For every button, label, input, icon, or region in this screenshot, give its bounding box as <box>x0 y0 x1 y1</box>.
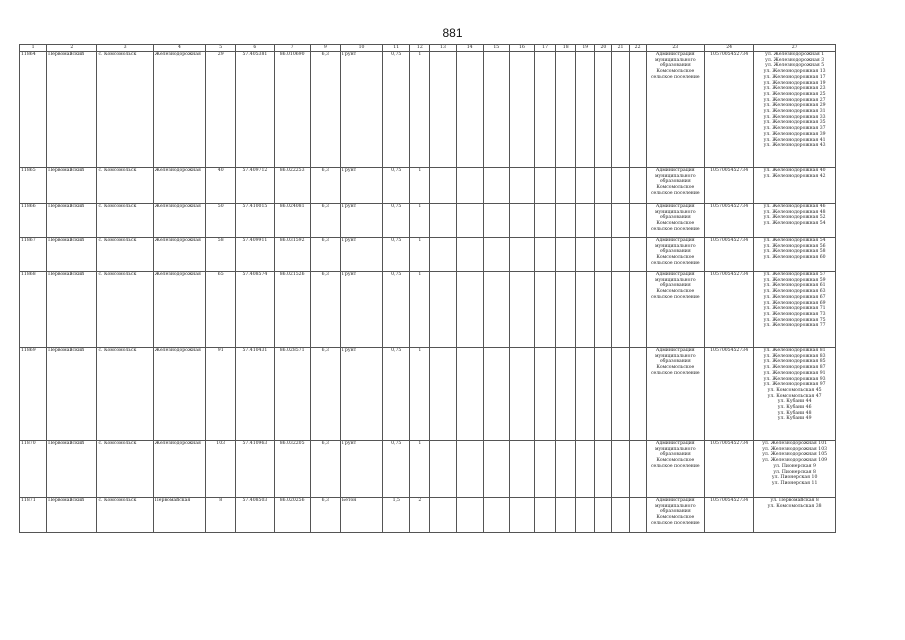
empty-cell <box>509 204 534 238</box>
table-row <box>20 348 836 441</box>
empty-cell <box>612 498 629 533</box>
empty-cell <box>535 204 556 238</box>
street-cell: Железнодорожная <box>153 238 205 272</box>
width-cell: 6,3 <box>310 272 340 348</box>
longitude-cell: 86.022253 <box>274 168 310 204</box>
table-body <box>20 52 836 533</box>
surface-cell: Грунт <box>340 272 382 348</box>
width-cell: 6,3 <box>310 52 340 168</box>
settlement-cell: с. Комсомольск <box>97 348 153 441</box>
empty-cell <box>509 52 534 168</box>
container-count-cell: 1 <box>410 168 430 204</box>
header-cell: 6 <box>236 45 274 52</box>
settlement-cell: с. Комсомольск <box>97 498 153 533</box>
row-id: 11870 <box>20 441 47 498</box>
width-cell: 6,3 <box>310 238 340 272</box>
addresses-cell: ул. Железнодорожная 1 ул. Железнодорожная 3 ул. Железнодорожная 5 ул. Железнодорожная 13 ул. Железнодорожная 17 ул. Железнодорожная 19 ул. Железнодорожная 23 ул. Железнодорожная 25 ул. Железнодорожная 27 ул. Железнодорожная 29 ул. Железнодорожная 31 ул. Железнодорожная 33 ул. Железнодорожная 35 ул. Железнодорожная 37 ул. Железнодорожная 39 ул. Железнодорожная 41 ул. Железнодорожная 43 <box>754 52 836 168</box>
empty-cell <box>430 272 456 348</box>
ogrn-cell: 1057005452734 <box>704 168 753 204</box>
empty-cell <box>430 498 456 533</box>
street-cell: Железнодорожная <box>153 441 205 498</box>
empty-cell <box>430 238 456 272</box>
width-cell: 6,3 <box>310 498 340 533</box>
empty-cell <box>535 52 556 168</box>
latitude-cell: 57.408503 <box>236 498 274 533</box>
empty-cell <box>556 52 576 168</box>
container-count-cell: 1 <box>410 272 430 348</box>
street-cell: Железнодорожная <box>153 52 205 168</box>
house-number-cell: 40 <box>206 168 236 204</box>
ogrn-cell: 1057005452734 <box>704 238 753 272</box>
longitude-cell: 86.010690 <box>274 52 310 168</box>
ogrn-cell: 1057005452734 <box>704 204 753 238</box>
empty-cell <box>456 272 483 348</box>
empty-cell <box>576 272 595 348</box>
empty-cell <box>430 204 456 238</box>
ogrn-cell: 1057005452734 <box>704 348 753 441</box>
empty-cell <box>556 168 576 204</box>
empty-cell <box>556 348 576 441</box>
empty-cell <box>483 52 509 168</box>
empty-cell <box>456 498 483 533</box>
empty-cell <box>576 204 595 238</box>
empty-cell <box>612 204 629 238</box>
header-cell: 16 <box>509 45 534 52</box>
longitude-cell: 86.031592 <box>274 238 310 272</box>
addresses-cell: ул. Железнодорожная 81 ул. Железнодорожная 83 ул. Железнодорожная 85 ул. Железнодорожная 87 ул. Железнодорожная 91 ул. Железнодорожная 93 ул. Железнодорожная 97 ул. Комсомольская 45 ул. Комсомольская 47 ул. Кубани 44 ул. Кубани 46 ул. Кубани 48 ул. Кубани 49 <box>754 348 836 441</box>
owner-cell: Администрация муниципального образования Комсомольское сельское поселение <box>646 498 704 533</box>
owner-cell: Администрация муниципального образования Комсомольское сельское поселение <box>646 204 704 238</box>
empty-cell <box>629 52 646 168</box>
longitude-cell: 86.024081 <box>274 204 310 238</box>
empty-cell <box>576 498 595 533</box>
empty-cell <box>509 348 534 441</box>
header-cell: 17 <box>535 45 556 52</box>
empty-cell <box>576 238 595 272</box>
empty-cell <box>456 348 483 441</box>
row-id: 11866 <box>20 204 47 238</box>
area-cell: 0,75 <box>383 441 410 498</box>
street-cell: Железнодорожная <box>153 348 205 441</box>
longitude-cell: 86.032205 <box>274 441 310 498</box>
owner-cell: Администрация муниципального образования Комсомольское сельское поселение <box>646 441 704 498</box>
empty-cell <box>576 168 595 204</box>
empty-cell <box>430 348 456 441</box>
street-cell: Железнодорожная <box>153 168 205 204</box>
empty-cell <box>629 348 646 441</box>
empty-cell <box>556 272 576 348</box>
latitude-cell: 57.410015 <box>236 204 274 238</box>
row-id: 11864 <box>20 52 47 168</box>
empty-cell <box>629 272 646 348</box>
surface-cell: Грунт <box>340 238 382 272</box>
street-cell: Первомайская <box>153 498 205 533</box>
settlement-cell: с. Комсомольск <box>97 52 153 168</box>
latitude-cell: 57.410963 <box>236 441 274 498</box>
empty-cell <box>629 204 646 238</box>
street-cell: Железнодорожная <box>153 272 205 348</box>
header-cell: 4 <box>153 45 205 52</box>
empty-cell <box>629 441 646 498</box>
latitude-cell: 57.408574 <box>236 272 274 348</box>
surface-cell: Грунт <box>340 168 382 204</box>
ogrn-cell: 1057005452734 <box>704 498 753 533</box>
district-cell: Первомайский <box>47 272 97 348</box>
owner-cell: Администрация муниципального образования Комсомольское сельское поселение <box>646 52 704 168</box>
house-number-cell: 103 <box>206 441 236 498</box>
container-count-cell: 1 <box>410 348 430 441</box>
empty-cell <box>629 238 646 272</box>
table-row <box>20 498 836 533</box>
area-cell: 0,75 <box>383 272 410 348</box>
registry-table <box>19 44 836 533</box>
row-id: 11869 <box>20 348 47 441</box>
addresses-cell: ул. Железнодорожная 46 ул. Железнодорожная 48 ул. Железнодорожная 52 ул. Железнодорожная 54 <box>754 204 836 238</box>
empty-cell <box>483 204 509 238</box>
surface-cell: Грунт <box>340 52 382 168</box>
header-cell: 12 <box>410 45 430 52</box>
header-cell: 18 <box>556 45 576 52</box>
owner-cell: Администрация муниципального образования Комсомольское сельское поселение <box>646 238 704 272</box>
empty-cell <box>556 204 576 238</box>
empty-cell <box>576 441 595 498</box>
empty-cell <box>595 272 612 348</box>
header-cell: 7 <box>274 45 310 52</box>
area-cell: 0,75 <box>383 52 410 168</box>
empty-cell <box>595 348 612 441</box>
empty-cell <box>535 238 556 272</box>
house-number-cell: 65 <box>206 272 236 348</box>
empty-cell <box>483 168 509 204</box>
house-number-cell: 91 <box>206 348 236 441</box>
latitude-cell: 57.409911 <box>236 238 274 272</box>
empty-cell <box>483 498 509 533</box>
container-count-cell: 1 <box>410 52 430 168</box>
header-cell: 23 <box>646 45 704 52</box>
settlement-cell: с. Комсомольск <box>97 441 153 498</box>
empty-cell <box>430 52 456 168</box>
empty-cell <box>535 168 556 204</box>
header-cell: 5 <box>206 45 236 52</box>
empty-cell <box>595 204 612 238</box>
settlement-cell: с. Комсомольск <box>97 168 153 204</box>
empty-cell <box>576 348 595 441</box>
addresses-cell: ул. Железнодорожная 101 ул. Железнодорожная 103 ул. Железнодорожная 105 ул. Железнодорожная 109 ул. Пионерская 9 ул. Пионерская 8 ул. Пионерская 10 ул. Пионерская 11 <box>754 441 836 498</box>
longitude-cell: 86.020256 <box>274 498 310 533</box>
settlement-cell: с. Комсомольск <box>97 238 153 272</box>
table-row <box>20 272 836 348</box>
district-cell: Первомайский <box>47 498 97 533</box>
empty-cell <box>612 348 629 441</box>
width-cell: 6,3 <box>310 348 340 441</box>
header-cell: 2 <box>47 45 97 52</box>
district-cell: Первомайский <box>47 348 97 441</box>
header-cell: 1 <box>20 45 47 52</box>
street-cell: Железнодорожная <box>153 204 205 238</box>
empty-cell <box>430 168 456 204</box>
empty-cell <box>509 498 534 533</box>
latitude-cell: 57.405381 <box>236 52 274 168</box>
surface-cell: Бетон <box>340 498 382 533</box>
empty-cell <box>556 238 576 272</box>
addresses-cell: ул. Железнодорожная 40 ул. Железнодорожная 42 <box>754 168 836 204</box>
header-cell: 15 <box>483 45 509 52</box>
container-count-cell: 1 <box>410 204 430 238</box>
ogrn-cell: 1057005452734 <box>704 441 753 498</box>
empty-cell <box>456 52 483 168</box>
district-cell: Первомайский <box>47 238 97 272</box>
container-count-cell: 2 <box>410 498 430 533</box>
row-id: 11867 <box>20 238 47 272</box>
empty-cell <box>595 52 612 168</box>
empty-cell <box>535 498 556 533</box>
addresses-cell: ул. Железнодорожная 54 ул. Железнодорожная 56 ул. Железнодорожная 58 ул. Железнодорожная 60 <box>754 238 836 272</box>
table-row <box>20 204 836 238</box>
owner-cell: Администрация муниципального образования Комсомольское сельское поселение <box>646 272 704 348</box>
surface-cell: Грунт <box>340 348 382 441</box>
area-cell: 0,75 <box>383 204 410 238</box>
addresses-cell: ул. Первомайская 8 ул. Комсомольская 38 <box>754 498 836 533</box>
header-cell: 24 <box>704 45 753 52</box>
settlement-cell: с. Комсомольск <box>97 204 153 238</box>
header-cell: 14 <box>456 45 483 52</box>
empty-cell <box>535 348 556 441</box>
empty-cell <box>556 498 576 533</box>
header-cell: 3 <box>97 45 153 52</box>
empty-cell <box>509 272 534 348</box>
ogrn-cell: 1057005452734 <box>704 52 753 168</box>
empty-cell <box>612 441 629 498</box>
area-cell: 0,75 <box>383 168 410 204</box>
empty-cell <box>430 441 456 498</box>
table-row <box>20 441 836 498</box>
latitude-cell: 57.410431 <box>236 348 274 441</box>
addresses-cell: ул. Железнодорожная 57 ул. Железнодорожная 59 ул. Железнодорожная 61 ул. Железнодорожная 63 ул. Железнодорожная 67 ул. Железнодорожная 69 ул. Железнодорожная 71 ул. Железнодорожная 73 ул. Железнодорожная 75 ул. Железнодорожная 77 <box>754 272 836 348</box>
empty-cell <box>612 168 629 204</box>
row-id: 11871 <box>20 498 47 533</box>
header-cell: 20 <box>595 45 612 52</box>
width-cell: 6,3 <box>310 441 340 498</box>
surface-cell: Грунт <box>340 204 382 238</box>
empty-cell <box>509 441 534 498</box>
empty-cell <box>456 168 483 204</box>
header-cell: 10 <box>340 45 382 52</box>
owner-cell: Администрация муниципального образования Комсомольское сельское поселение <box>646 348 704 441</box>
container-count-cell: 1 <box>410 441 430 498</box>
house-number-cell: 8 <box>206 498 236 533</box>
width-cell: 6,3 <box>310 168 340 204</box>
ogrn-cell: 1057005452734 <box>704 272 753 348</box>
district-cell: Первомайский <box>47 441 97 498</box>
district-cell: Первомайский <box>47 168 97 204</box>
header-cell: 27 <box>754 45 836 52</box>
empty-cell <box>456 441 483 498</box>
area-cell: 0,75 <box>383 348 410 441</box>
longitude-cell: 86.028571 <box>274 348 310 441</box>
empty-cell <box>595 238 612 272</box>
house-number-cell: 29 <box>206 52 236 168</box>
header-cell: 19 <box>576 45 595 52</box>
empty-cell <box>483 348 509 441</box>
area-cell: 0,75 <box>383 238 410 272</box>
empty-cell <box>612 238 629 272</box>
settlement-cell: с. Комсомольск <box>97 272 153 348</box>
empty-cell <box>612 272 629 348</box>
empty-cell <box>535 272 556 348</box>
longitude-cell: 86.021526 <box>274 272 310 348</box>
empty-cell <box>483 238 509 272</box>
house-number-cell: 58 <box>206 238 236 272</box>
empty-cell <box>595 441 612 498</box>
empty-cell <box>556 441 576 498</box>
latitude-cell: 57.409712 <box>236 168 274 204</box>
width-cell: 6,3 <box>310 204 340 238</box>
header-cell: 11 <box>383 45 410 52</box>
empty-cell <box>483 272 509 348</box>
empty-cell <box>483 441 509 498</box>
empty-cell <box>595 498 612 533</box>
header-cell: 9 <box>310 45 340 52</box>
empty-cell <box>456 238 483 272</box>
owner-cell: Администрация муниципального образования Комсомольское сельское поселение <box>646 168 704 204</box>
empty-cell <box>612 52 629 168</box>
header-row <box>20 45 836 52</box>
container-count-cell: 1 <box>410 238 430 272</box>
header-cell: 22 <box>629 45 646 52</box>
table-row <box>20 168 836 204</box>
empty-cell <box>629 168 646 204</box>
district-cell: Первомайский <box>47 52 97 168</box>
page-number: 881 <box>442 26 463 40</box>
empty-cell <box>629 498 646 533</box>
empty-cell <box>456 204 483 238</box>
empty-cell <box>576 52 595 168</box>
header-cell: 21 <box>612 45 629 52</box>
table-row <box>20 52 836 168</box>
empty-cell <box>535 441 556 498</box>
district-cell: Первомайский <box>47 204 97 238</box>
row-id: 11868 <box>20 272 47 348</box>
empty-cell <box>509 168 534 204</box>
row-id: 11865 <box>20 168 47 204</box>
house-number-cell: 50 <box>206 204 236 238</box>
header-cell: 13 <box>430 45 456 52</box>
area-cell: 1,5 <box>383 498 410 533</box>
surface-cell: Грунт <box>340 441 382 498</box>
empty-cell <box>509 238 534 272</box>
table-row <box>20 238 836 272</box>
empty-cell <box>595 168 612 204</box>
